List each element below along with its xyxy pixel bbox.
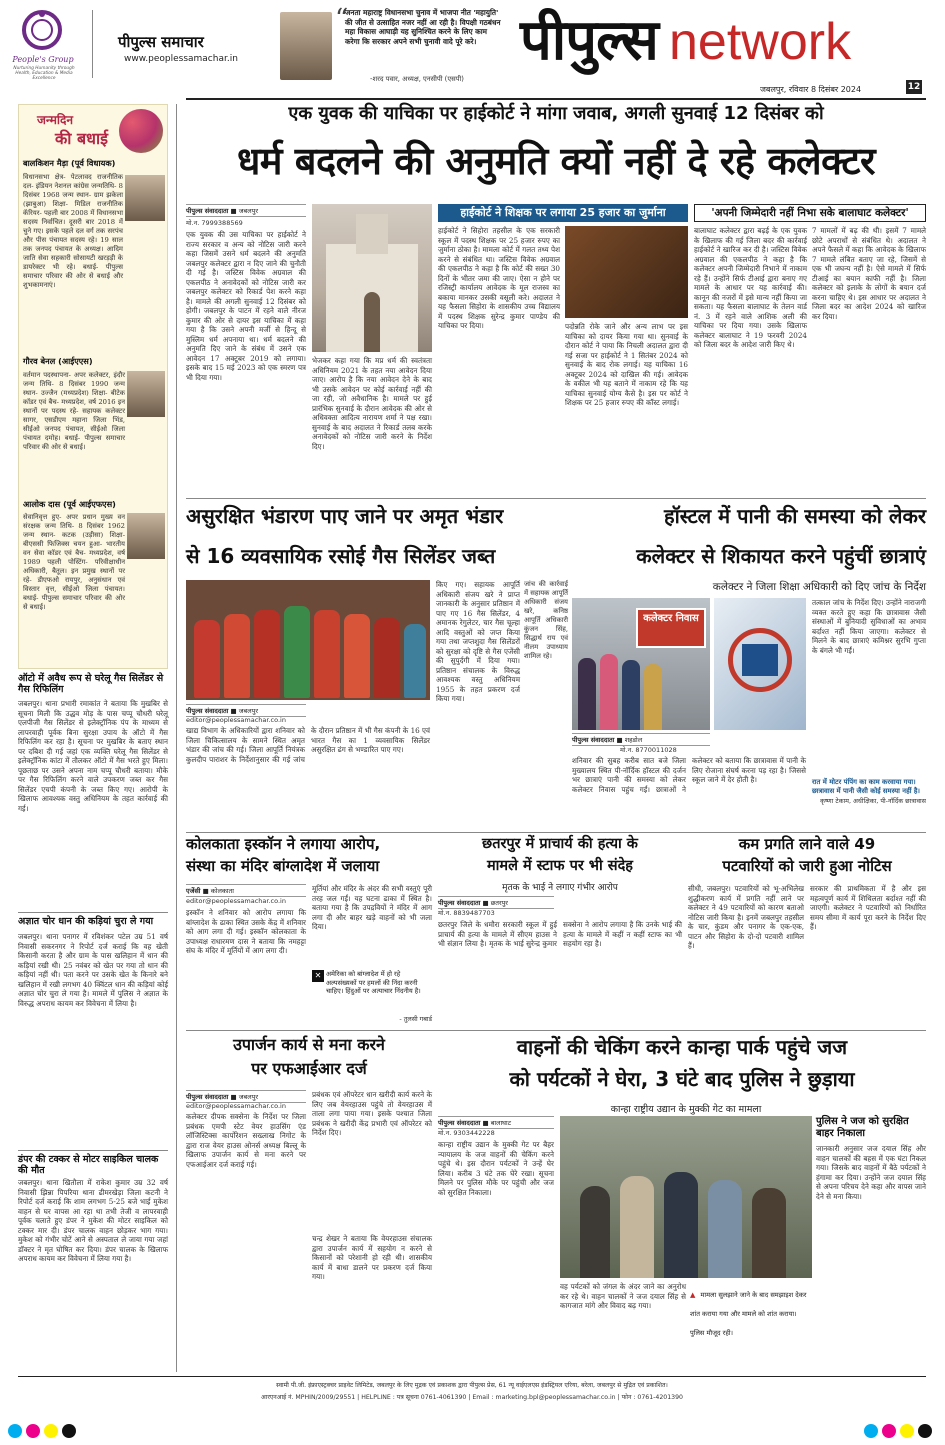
gas-body1: खाद्य विभाग के अधिकारियों द्वारा शनिवार को जिला चिकित्सालय के सामने स्थित अमृत भंडार की जांच की गई। जिला आपूर्ति नियंत्रक कुलदीप पाराशर के निर्देशानुसार की गई जांच के दौरान प्रतिष्ठान में भी गैस कंपनी के 16 एवं भारत गैस का 1 व्यवसायिक सिलेंडर असुरक्षित ढंग से भण्डारित पाए गए। bbox=[186, 726, 430, 764]
chhatarpur-headline-line2: मामले में स्टाफ पर भी संदेह bbox=[486, 858, 634, 874]
dumper-accident-headline: डंपर की टक्कर से मोटर साइकिल चालक की मौत bbox=[18, 1154, 159, 1177]
kanha-side-headline: पुलिस ने जज को सुरक्षित बाहर निकाला bbox=[816, 1116, 909, 1139]
gas-body3: जांच की कार्रवाई में सहायक आपूर्ति अधिकारी संजय खरे, कनिष्ठ आपूर्ति अधिकारी कुंजन सिंह, सिद्धार्थ राय एवं नीलम उपाध्याय शामिल रहे। bbox=[524, 580, 568, 660]
person1-bio: विधानसभा क्षेत्र- पेटलावद राजनीतिक दल- इंडियन नेशनल कांग्रेस जन्मतिथि- 8 दिसंबर 1968 जन्म स्थान- ग्राम झकेला (झाबुआ) शिक्षा- मिडिल राजनीतिक कॅरियर- पहली बार 2008 में विधानसभा सदस्य निर्वाचित। दूसरी बार 2018 में चुने गए। इसके पहले दल वर्ग तक सरपंच और पीस पंचायत सदस्य रहे। 19 साल तक जनपद पंचायत के अध्यक्ष। आदिम जाति सेवा सहकारी सोसायटी खरड़ड़ी के डायरेक्टर भी रहे। बधाई- पीपुल्स समाचार परिवार की ओर से बधाई और शुभकामनाएं। bbox=[23, 173, 123, 289]
print-registration-bar bbox=[0, 1412, 945, 1445]
fir-byline-city: जबलपुर bbox=[238, 1093, 258, 1101]
iskcon-email: editor@peoplessamachar.co.in bbox=[186, 897, 286, 905]
kanha-caption-text: मामला सुलझाने जाने के बाद समझाइश देकर शांत कराया गया और मामले को शांत कराया। पुलिस मौजूद रही। bbox=[690, 1291, 807, 1337]
church-photo bbox=[312, 204, 432, 352]
collector-sign bbox=[636, 608, 706, 648]
kanha-photo bbox=[560, 1116, 812, 1278]
person2-bio: वर्तमान पदस्थापना- अपर कलेक्टर, इंदौर जन्म तिथि- 8 दिसंबर 1990 जन्म स्थान- उज्जैन (मध्यप्रदेश) शिक्षा- बीटेक कॉडर एवं बैच- मध्यप्रदेश, वर्ष 2016 इन स्थानों पर पदस्थ रहे- सहायक कलेक्टर सागर, एसडीएम महाना जिला भिंड, सीईओ जनपद पंचायत, सीईओ जिला पंचायत दमोह। बधाई- पीपुल्स समाचार परिवार की ओर से बधाई। bbox=[23, 371, 125, 451]
lead-mobile: मो.न. 7999388569 bbox=[186, 219, 243, 227]
pawar-quote-author: -शरद पवार, अध्यक्ष, एनसीपी (एसपी) bbox=[370, 75, 464, 83]
flower-bouquet-icon bbox=[119, 109, 163, 153]
page-number: 12 bbox=[907, 82, 921, 92]
hostel-byline: पीपुल्स संवाददाता ■ शहडोल bbox=[572, 733, 710, 746]
hostel-byline-city: शहडोल bbox=[624, 736, 643, 744]
fir-body1: कलेक्टर दीपक सक्सेना के निर्देश पर जिला प्रबंधक एमपी स्टेट वेयर हाउसिंग एंड लॉजिस्टिक्स कार्पोरेशन सख्लाख निगोट के द्वारा राज वेयर हाउस ओनर्स अध्यक्ष बिल्लू के खिलाफ उपार्जन कार्य से मना करने पर एफआईआर दर्ज कराई गई। bbox=[186, 1112, 306, 1169]
peoples-group-logo-icon bbox=[20, 8, 64, 54]
gas-headline-line2: से 16 व्यवसायिक रसोई गैस सिलेंडर जब्त bbox=[186, 544, 496, 568]
birthday-panel bbox=[18, 104, 168, 669]
gas-byline-city: जबलपुर bbox=[238, 707, 258, 715]
paddy-theft-body: जबलपुर। थाना पनागर में रविशंकर पटेल उम्र 51 वर्ष निवासी सकरनगर ने रिपोर्ट दर्ज कराई कि वह खेती किसानी करता है और ग्राम के पास खलिहान में धान की कड़ियां रखी थी। 25 नवंबर को खेत पर गया तो धान की कड़ियां नहीं थी। पता करने पर उसके खेत के किनारे बने खलिहान में रखी लगभग 40 क्विंटल धान की कड़ियां कोई अज्ञात चोर चुरा ले गया है। मामले में पुलिस ने अज्ञात के विरुद्ध अपराध कायम कर विवेचना में लिया है। bbox=[18, 932, 168, 1008]
kanha-body1: कान्हा राष्ट्रीय उद्यान के मुक्की गेट पर बैहर न्यायालय के जज वाहनों की चेकिंग करने पहुंचे थे। इस दौरान पर्यटकों ने उन्हें घेर लिया। करीब 3 घंटे तक घेरे रखा। सूचना मिलने पर पुलिस मौके पर पहुंची और जज को सुरक्षित निकाला। bbox=[438, 1140, 554, 1197]
footer-imprint: स्वामी पी.जी. इंफ्राएस्ट्रक्चर प्राइवेट लिमिटेड, जबलपुर के लिए मुद्रक एवं प्रकाशक द्वारा पीपुल्स प्रेस, 61 न्यू वाईएलएस इंडस्ट्रियल एरिया, बरेला, जबलपुर से मुद्रित एवं प्रकाशित। bbox=[276, 1382, 668, 1389]
person2-heading: गौरव बेनल (आईएएस) bbox=[23, 356, 93, 366]
chhatarpur-subhead: मृतक के भाई ने लगाए गंभीर आरोप bbox=[502, 883, 618, 893]
person3-bio: सेवानिवृत्त हुए- अपर प्रधान मुख्य वन संरक्षक जन्म तिथि- 8 दिसंबर 1962 जन्म स्थान- कटक (उड़ीसा) शिक्षा- बीएससी फिजिक्स चयन हुआ- भारतीय वन सेवा कॉडर एवं बैच- मध्यप्रदेश, वर्ष 1989 पहली पोस्टिंग- परिवीक्षाधीन अधिकारी, बैतूल। इन प्रमुख स्थानों पर रहे- डीएफओ रायपुर, अनुसंधान एवं विस्तार वृत्त, सीईओ जिला पंचायत। बधाई- पीपुल्स समाचार परिवार की ओर से बधाई। bbox=[23, 513, 125, 611]
footer-rule bbox=[18, 1376, 926, 1377]
chhatarpur-byline-name: पीपुल्स संवाददाता bbox=[438, 899, 481, 907]
gas-byline-name: पीपुल्स संवाददाता bbox=[186, 707, 229, 715]
patwari-body2: सरकार की प्राथमिकता में है और इस महत्वपूर्ण कार्य में शिथिलता बर्दाश्त नहीं की जाएगी। कलेक्टर ने पटवारियों को निर्धारित समय सीमा में कार्य पूरा करने के निर्देश दिए हैं। bbox=[810, 884, 926, 931]
group-name: People's Group bbox=[12, 55, 74, 64]
fir-byline: पीपुल्स संवाददाता ■ जबलपुर bbox=[186, 1090, 306, 1103]
patwari-headline-line2: पटवारियों को जारी हुआ नोटिस bbox=[722, 857, 892, 875]
iskcon-headline-line2: संस्था का मंदिर बांग्लादेश में जलाया bbox=[186, 857, 380, 875]
chhatarpur-byline-city: छतरपुर bbox=[490, 899, 508, 907]
birthday-title-line2: की बधाई bbox=[55, 129, 108, 148]
person1-heading: बालकिशन मैड़ा (पूर्व विधायक) bbox=[23, 158, 116, 168]
paddy-theft-headline: अज्ञात चोर धान की कड़ियां चुरा ले गया bbox=[18, 916, 154, 927]
gas-headline-line1: असुरक्षित भंडारण पाए जाने पर अमृत भंडार bbox=[186, 504, 504, 528]
kanha-body2: वह पर्यटकों को जंगल के अंदर जाने का अनुरोध कर रहे थे। वाहन चालकों ने जज दयाल सिंह से कागजात मांगे और विवाद बढ़ गया। bbox=[560, 1282, 686, 1310]
person1-photo bbox=[125, 175, 165, 221]
lead-byline-name: पीपुल्स संवाददाता bbox=[186, 207, 229, 215]
fir-body2: प्रबंधक एवं ऑपरेटर धान खरीदी कार्य करने के लिए जब वेयरहाउस पहुंचे तो वेयरहाउस में ताला लगा पाया गया। इसके पश्चात जिला प्रबंधक ने खरीदी केंद्र प्रभारी एवं ऑपरेटर को निर्देश दिए। bbox=[312, 1090, 432, 1137]
lead-sidebar1-body2: पदोन्नति रोके जाने और अन्य लाभ पर इस याचिका को दायर किया गया था। सुनवाई के दौरान कोर्ट ने पाया कि निचली अदालत द्वारा दी गई सजा पर हाईकोर्ट ने 1 सितंबर 2024 को सुनवाई के बाद रोक लगाई। यह याचिका 16 अक्टूबर 2024 को दाखिल की गई। आवेदक के वकील भी यह बताने में नाकाम रहे कि यह याचिका सुनवाई योग्य कैसे है। इस पर कोर्ट ने शिक्षक पर 25 हजार रुपए की कॉस्ट लगाई। bbox=[565, 322, 688, 407]
kanha-subhead: कान्हा राष्ट्रीय उद्यान के मुक्की गेट का मामला bbox=[610, 1104, 762, 1115]
autogas-body: जबलपुर। थाना प्रभारी रमाकांत ने बताया कि मुखबिर से सूचना मिली कि उद्धव मोड़ के पास चप्पू चौधरी घरेलू एलपीजी गैस सिलेंडर से इलेक्ट्रॉनिक पंप के माध्यम से लापरवाही पूर्वक बिना सुरक्षा उपाय के ऑटो में गैस रिफिलिंग कर रहा है। सूचना पर मुखबिर के बताए स्थान पर दबिश दी गई जहां एक व्यक्ति घरेलू गैस सिलेंडर से इलेक्ट्रॉनिक कांटा में तौलकर ऑटो में गैस भरते हुए मिला। पूछताछ पर उसने अपना नाम चप्पू चौधरी बताया। मौके पर गैस रिफिलिंग करने वाले उपकरण जब्त कर गैस सिलेंडर एचपी कंपनी के जब्त किए गए। आरोपी के खिलाफ आवश्यक वस्तु अधिनियम के तहत कार्रवाई की गई। bbox=[18, 699, 168, 813]
kanha-caption-bullet-icon: ▲ bbox=[690, 1291, 696, 1299]
gas-body2: किए गए। सहायक आपूर्ति अधिकारी संजय खरे ने प्राप्त जानकारी के अनुसार प्रतिष्ठान में पाए गए 16 गैस सिलेंडर, 4 अमानक रेगुलेटर, चार गैस चूल्हा आदि वस्तुओं को जप्त किया गया तथा जप्तशुदा गैस सिलेंडरों को सुरक्षा को दृष्टि से गैस एजेंसी की सुपुर्दगी में दिया गया। प्रतिष्ठान संचालक के विरुद्ध आवश्यक वस्तु अधिनियम 1955 के तहत प्रकरण दर्ज किया गया। bbox=[436, 580, 520, 703]
iskcon-quote-text: अमेरिका को बांग्लादेश में हो रहे अल्पसंख्यकों पर हमलों की निंदा करनी चाहिए। हिंदुओं पर अत्याचार निंदनीय है। bbox=[326, 970, 421, 996]
brand-title bbox=[520, 0, 851, 76]
dateline: जबलपुर, रविवार 8 दिसंबर 2024 bbox=[760, 85, 862, 94]
kanha-byline: पीपुल्स संवाददाता ■ बालाघाट bbox=[438, 1116, 554, 1129]
lead-body1: एक युवक की उस याचिका पर हाईकोर्ट ने राज्य सरकार व अन्य को नोटिस जारी करने कहा जिसमें उसने धर्म बदलने की अनुमति जबलपुर कलेक्टर द्वारा न दिए जाने की चुनौती दी गई है। जस्टिस विवेक अग्रवाल की एकलपीठ ने अनावेदकों को नोटिस जारी कर जबलपुर कलेक्टर को रिकार्ड पेश करने कहा है। मामले की अगली सुनवाई 12 दिसंबर को होगी। जबलपुर के पाटन में रहने वाले नीरज कुमार की ओर से दायर इस याचिका में कहा गया है कि उसने अपनी मर्जी से हिन्दू से मुस्लिम धर्म अपनाया था। धर्म बदलने की अनुमति दिए जाने के संबंध में उसने एक आवेदन 17 अक्टूबर 2019 को लगाया। इसके बाद 15 मई 2023 को एक स्मरण पत्र भी दिया गया। bbox=[186, 230, 306, 382]
gas-byline: पीपुल्स संवाददाता ■ जबलपुर bbox=[186, 704, 306, 717]
chhatarpur-headline-line1: छतरपुर में प्राचार्य की हत्या के bbox=[482, 836, 638, 852]
fir-headline-line1: उपार्जन कार्य से मना करने bbox=[233, 1035, 385, 1054]
fir-headline-line2: पर एफआईआर दर्ज bbox=[251, 1059, 367, 1078]
hostel-quote-text: रात में मोटर पंपिंग का काम करवाया गया। छात्रावास में पानी जैसी कोई समस्या नहीं है। bbox=[812, 778, 921, 795]
chhatarpur-mobile: मो.न. 8839487703 bbox=[438, 909, 495, 917]
iskcon-quote-box bbox=[312, 970, 432, 1026]
patwari-headline-line1: कम प्रगति लाने वाले 49 bbox=[738, 835, 876, 853]
collector-sign-text: कलेक्टर निवास bbox=[643, 613, 699, 624]
samachar-brand: पीपुल्स समाचार bbox=[118, 33, 204, 51]
lead-headline: धर्म बदलने की अनुमति क्यों नहीं दे रहे कलेक्टर bbox=[236, 139, 876, 183]
hostel-body2: तत्काल जांच के निर्देश दिए। उन्होंने नाराजगी व्यक्त करते हुए कहा कि छात्रावास जैसी संस्थाओं में बुनियादी सुविधाओं का अभाव बर्दाश्त नहीं किया जाएगा। कलेक्टर से मिलने के बाद छात्राएं कमिश्नर सुरभि गुप्ता के बंगले भी गईं। bbox=[812, 598, 926, 655]
quote-mark-icon: “ bbox=[335, 4, 349, 34]
lead-sidebar2-tag: 'अपनी जिम्मेदारी नहीं निभा सके बालाघाट कलेक्टर' bbox=[694, 204, 926, 222]
chhatarpur-byline: पीपुल्स संवाददाता ■ छतरपुर bbox=[438, 896, 554, 909]
iskcon-byline-name: एजेंसी bbox=[186, 887, 201, 895]
person3-photo bbox=[127, 513, 165, 559]
fir-body3: चन्द्र शेखर ने बताया कि वेयरहाउस संचालक द्वारा उपार्जन कार्य में सहयोग न करने से किसानों को परेशानी हो रही थी। शासकीय कार्य में बाधा डालने पर प्रकरण दर्ज किया गया। bbox=[312, 1234, 432, 1281]
lead-byline: पीपुल्स संवाददाता ■ जबलपुर bbox=[186, 204, 306, 217]
hostel-logo-graphic bbox=[714, 598, 806, 730]
sharad-pawar-photo bbox=[280, 12, 332, 80]
masthead bbox=[0, 0, 945, 98]
lead-sidebar1-tag: हाईकोर्ट ने शिक्षक पर लगाया 25 हजार का जुर्माना bbox=[438, 204, 688, 222]
hostel-quote bbox=[812, 778, 926, 826]
iskcon-byline-city: कोलकाता bbox=[210, 887, 234, 895]
kanha-headline-line2: को पर्यटकों ने घेरा, 3 घंटे बाद पुलिस ने छुड़ाया bbox=[509, 1067, 855, 1091]
gas-email: editor@peoplessamachar.co.in bbox=[186, 716, 286, 724]
hostel-subhead: कलेक्टर ने जिला शिक्षा अधिकारी को दिए जांच के निर्देश bbox=[712, 581, 926, 593]
person2-photo bbox=[127, 371, 165, 417]
hostel-mobile: मो.न. 8770011028 bbox=[620, 746, 677, 754]
hostel-byline-name: पीपुल्स संवाददाता bbox=[572, 736, 615, 744]
iskcon-byline: एजेंसी ■ कोलकाता bbox=[186, 884, 306, 897]
kanha-byline-name: पीपुल्स संवाददाता bbox=[438, 1119, 481, 1127]
hostel-photo bbox=[572, 598, 710, 730]
kanha-photo-caption bbox=[690, 1282, 812, 1337]
gavel-photo bbox=[565, 226, 688, 318]
lead-kicker: एक युवक की याचिका पर हाईकोर्ट ने मांगा जवाब, अगली सुनवाई 12 दिसंबर को bbox=[288, 103, 824, 124]
hostel-body1: शनिवार की सुबह करीब सात बजे जिला मुख्यालय स्थित पी-नॉर्दिक हॉस्टल की दर्जन भर छात्राएं पानी की समस्या को लेकर कलेक्टर निवास पहुंच गईं। छात्राओं ने कलेक्टर को बताया कि छात्रावास में पानी के लिए रोजाना संघर्ष करना पड़ रहा है। जिससे स्कूल जाने में देर होती है। bbox=[572, 756, 806, 794]
brand-title-network: network bbox=[669, 13, 852, 71]
dumper-accident-body: जबलपुर। थाना खितौला में राकेश कुमार उम्र 32 वर्ष निवासी झिन्ना पिपरिया थाना ढीमरखेड़ा जिला कटनी ने रिपोर्ट दर्ज कराई कि शाम लगभग 5-25 बजे भाई मुकेश वाहन से घर वापस आ रहा था तभी तेजी व लापरवाही पूर्वक चलाते हुए डंपर ने मुकेश की मोटर साइकिल को टक्कर मार दी। डंपर चालक वाहन छोड़कर भाग गया। मुकेश को गंभीर चोटें आने से अस्पताल ले जाया गया जहां डॉक्टर ने मृत घोषित कर दिया। डंपर चालक के खिलाफ अपराध कायम कर विवेचना में लिया गया है। bbox=[18, 1178, 168, 1263]
kanha-mobile: मो.न. 9303442228 bbox=[438, 1129, 495, 1137]
group-tagline: Nurturing Humanity through Health, Education & Media Excellence bbox=[13, 66, 75, 82]
x-logo-icon: ✕ bbox=[312, 970, 324, 982]
fir-email: editor@peoplessamachar.co.in bbox=[186, 1102, 286, 1110]
website-link[interactable]: www.peoplessamachar.in bbox=[124, 54, 238, 64]
lead-sidebar2-body2: 7 मामलों में बढ़ की थी। इसमें 7 मामले छोटे अपराधों से संबंधित थे। अदालत ने अपने फैसले में कहा कि आवेदक के खिलाफ 7 मामले लंबित बताए जा रहे, जिसमें से एक भी जघन्य नहीं है। ऐसे मामले में सिर्फ टीआई का बयान काफी नहीं है। जिला कलेक्टर को इलाके के लोगों के बयान दर्ज करना चाहिए थे। इस आधार पर अदालत ने जिला बदर का आदेश 2024 को खारिज कर दिया। bbox=[812, 226, 926, 321]
kanha-side-body: जानकारी अनुसार जज दयाल सिंह और वाहन चालकों की बहस में एक घंटा निकल गया। जिसके बाद वाहनों में बैठे पर्यटकों ने हंगामा कर दिया। उन्होंने जज दयाल सिंह से अपना परिचय देने कहा और वापस जाने देने से मना किया। bbox=[816, 1144, 926, 1201]
fir-byline-name: पीपुल्स संवाददाता bbox=[186, 1093, 229, 1101]
lead-sidebar2-body: बालाघाट कलेक्टर द्वारा बढ़ई के एक युवक के खिलाफ की गई जिला बदर की कार्रवाई हाईकोर्ट ने खारिज कर दी है। जस्टिस विवेक अग्रवाल की एकलपीठ ने कहा है कि कलेक्टर अपनी जिम्मेदारी निभाने में नाकाम रहे हैं। उन्होंने सिर्फ टीआई द्वारा बनाए गए मामले के आधार पर यह कार्रवाई की। कानून की नजरों में इसे मान्य नहीं किया जा सकता। यह फैसला बालाघाट के तेलन वार्ड नं. 3 में रहने वाले आशिक अली की याचिका पर दिया गया। उसके खिलाफ कलेक्टर बालाघाट ने 19 फरवरी 2024 को जिला बदर के आदेश जारी किए थे। bbox=[694, 226, 807, 349]
hostel-headline-line1: हॉस्टल में पानी की समस्या को लेकर bbox=[664, 504, 926, 528]
gas-cylinders-photo bbox=[186, 580, 430, 700]
lead-byline-city: जबलपुर bbox=[238, 207, 258, 215]
hostel-headline-line2: कलेक्टर से शिकायत करने पहुंचीं छात्राएं bbox=[636, 544, 926, 568]
patwari-body1: सीधी, जबलपुर। पटवारियों को भू-अभिलेख शुद्धीकरण कार्य में प्रगति नहीं लाने पर कलेक्टर ने 49 पटवारियों को कारण बताओ नोटिस जारी किया है। इनमें जबलपुर तहसील के चार, कुंडम और पनागर के एक-एक, पाटन और सिहोरा के दो-दो पटवारी शामिल हैं। bbox=[688, 884, 804, 950]
brand-title-hindi: पीपुल्स bbox=[520, 8, 658, 73]
kanha-byline-city: बालाघाट bbox=[490, 1119, 511, 1127]
samachar-logo bbox=[118, 32, 204, 52]
autogas-headline: ऑटो में अवैध रूप से घरेलू गैस सिलेंडर से गैस रिफिलिंग bbox=[18, 673, 164, 696]
chhatarpur-body: छतरपुर जिले के धमौरा सरकारी स्कूल में हुई प्राचार्य की हत्या के मामले में सीएम हाउस ने भी संज्ञान लिया है। मृतक के भाई सुरेन्द्र कुमार सक्सेना ने आरोप लगाया है कि उनके भाई की हत्या के मामले में कहीं न कहीं स्टाफ का भी सहयोग रहा है। bbox=[438, 920, 682, 948]
hostel-quote-author: कृष्णा टेकाम, अधीक्षिका, पी-नॉर्दिक छात्रावास bbox=[820, 796, 926, 805]
iskcon-headline-line1: कोलकाता इस्कॉन ने लगाया आरोप, bbox=[186, 835, 381, 853]
pawar-quote: जनता महाराष्ट्र विधानसभा चुनाव में भाजपा नीत 'महायुति' की जीत से उत्साहित नजर नहीं आ रही है। विपक्षी गठबंधन महा विकास आघाड़ी यह सुनिश्चित करने के लिए काम करेगा कि सरकार अपने सभी चुनावी वादे पूरे करे। bbox=[345, 8, 501, 47]
iskcon-body1: इस्कॉन ने शनिवार को आरोप लगाया कि बांग्लादेश के ढाका स्थित उसके केंद्र में शनिवार को आग लगा दी गई। इस्कॉन कोलकाता के उपाध्यक्ष राधारमण दास ने बताया कि नमहट्टा संघ के मंदिर में मूर्तियों में आग लगा दी। bbox=[186, 908, 306, 955]
footer-contacts: आरएनआई नं. MPHIN/2009/29551 | HELPLINE : पत्र सूचना 0761-4061390 | Email : marketing.bpl@peoplessamachar.co.in | फोन : 0761-4201390 bbox=[261, 1394, 683, 1401]
lead-sidebar1-body: हाईकोर्ट ने सिहोरा तहसील के एक सरकारी स्कूल में पदस्थ शिक्षक पर 25 हजार रुपए का जुर्माना ठोका है। मामला कोर्ट में गलत तथ्य पेश करने से संबंधित था। जस्टिस विवेक अग्रवाल की एकलपीठ ने कहा है कि कोर्ट की सख्त 30 दिनों के भीतर जमा की जाए। ऐसा न होने पर रजिस्ट्री कार्यालय आवेदक के मूल राजस्व का बकाया मानकर उसकी वसूली करे। अदालत ने यह फैसला सिहोरा के शासकीय उच्च विद्यालय में पदस्थ शिक्षक सुरेन्द्र कुमार पाण्डेय की याचिका पर दिया। bbox=[438, 226, 560, 330]
iskcon-body2: मूर्तियां और मंदिर के अंदर की सभी वस्तुएं पूरी तरह जल गईं। यह घटना ढाका में स्थित है। बताया गया है कि उपद्रवियों ने मंदिर में आग लगा दी और बाहर खड़े वाहनों को भी जला दिया। bbox=[312, 884, 432, 931]
person3-heading: आलोक दास (पूर्व आईएफएस) bbox=[23, 499, 116, 509]
lead-body2: भेजकर कहा गया कि मप्र धर्म की स्वतंत्रता अधिनियम 2021 के तहत नया आवेदन दिया जाए। आरोप है कि नया आवेदन देने के बाद भी उसके आवेदन पर कोई कार्रवाई नहीं की जा रही, जो अवैधानिक है। मामले पर हुई प्रारंभिक सुनवाई के दौरान आवेदक की ओर से अधिवक्ता आदित्य नारायण शर्मा ने पक्ष रखा। सुनवाई के बाद अदालत ने रिकार्ड तलब करके अनावेदकों को नोटिस जारी करने के निर्देश दिए। bbox=[312, 356, 432, 451]
kanha-headline-line1: वाहनों की चेकिंग करने कान्हा पार्क पहुंचे जज bbox=[516, 1035, 848, 1059]
masthead-rule bbox=[186, 98, 926, 100]
birthday-title-line1: जन्मदिन bbox=[37, 113, 74, 127]
iskcon-quote-author: - तुलसी गबार्ड bbox=[399, 1015, 432, 1023]
